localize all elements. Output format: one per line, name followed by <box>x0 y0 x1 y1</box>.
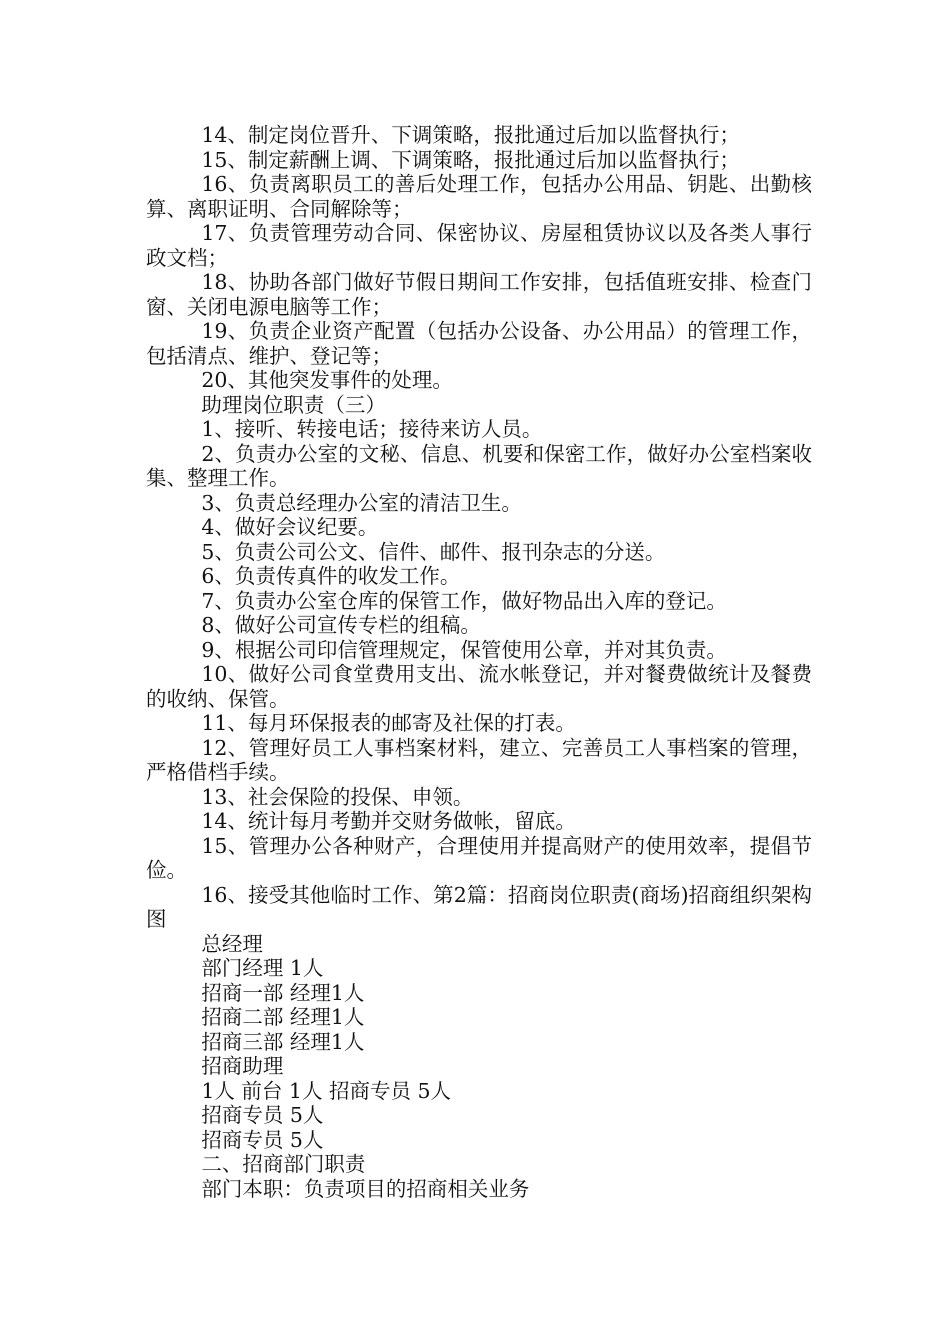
org-line-department-manager: 部门经理 1人 <box>201 956 324 980</box>
paragraph-3: 16、负责离职员工的善后处理工作，包括办公用品、钥匙、出勤核算、离职证明、合同解除等； <box>146 172 812 221</box>
document-body <box>146 123 812 1201</box>
paragraph-1: 14、制定岗位晋升、下调策略，报批通过后加以监督执行； <box>201 123 740 147</box>
paragraph-19: 11、每月环保报表的邮寄及社保的打表。 <box>201 711 576 735</box>
org-line-dept-3: 招商三部 经理1人 <box>201 1029 365 1054</box>
paragraph-15: 7、负责办公室仓库的保管工作，做好物品出入库的登记。 <box>201 588 727 613</box>
paragraph-6: 19、负责企业资产配置（包括办公设备、办公用品）的管理工作，包括清点、维护、登记等； <box>146 319 812 368</box>
paragraph-2: 15、制定薪酬上调、下调策略，报批通过后加以监督执行； <box>201 147 740 172</box>
paragraph-7: 20、其他突发事件的处理。 <box>201 368 453 392</box>
paragraph-20: 12、管理好员工人事档案材料，建立、完善员工人事档案的管理，严格借档手续。 <box>146 735 812 784</box>
section-heading-assistant-duties: 助理岗位职责（三） <box>201 392 386 417</box>
dept-role-line: 部门本职：负责项目的招商相关业务 <box>201 1176 530 1201</box>
paragraph-9: 1、接听、转接电话；接待来访人员。 <box>201 417 543 441</box>
paragraph-10: 2、负责办公室的文秘、信息、机要和保密工作，做好办公室档案收集、整理工作。 <box>146 441 812 490</box>
paragraph-22: 14、统计每月考勤并交财务做帐，留底。 <box>201 809 576 833</box>
org-line-dept-1: 招商一部 经理1人 <box>201 980 365 1005</box>
paragraph-11: 3、负责总经理办公室的清洁卫生。 <box>201 490 522 515</box>
org-line-staff-3: 招商专员 5人 <box>201 1127 324 1152</box>
paragraph-5: 18、协助各部门做好节假日期间工作安排，包括值班安排、检查门窗、关闭电源电脑等工作； <box>146 270 812 319</box>
paragraph-23: 15、管理办公各种财产，合理使用并提高财产的使用效率，提倡节俭。 <box>146 833 812 882</box>
org-line-general-manager: 总经理 <box>201 931 263 956</box>
org-line-dept-2: 招商二部 经理1人 <box>201 1005 365 1029</box>
paragraph-24: 16、接受其他临时工作、第2篇：招商岗位职责(商场)招商组织架构图 <box>146 882 812 931</box>
org-line-staff-2: 招商专员 5人 <box>201 1103 324 1127</box>
paragraph-16: 8、做好公司宣传专栏的组稿。 <box>201 613 481 637</box>
paragraph-12: 4、做好会议纪要。 <box>201 515 379 539</box>
paragraph-13: 5、负责公司公文、信件、邮件、报刊杂志的分送。 <box>201 539 666 564</box>
paragraph-14: 6、负责传真件的收发工作。 <box>201 564 461 588</box>
paragraph-18: 10、做好公司食堂费用支出、流水帐登记，并对餐费做统计及餐费的收纳、保管。 <box>146 662 812 711</box>
paragraph-4: 17、负责管理劳动合同、保密协议、房屋租赁协议以及各类人事行政文档； <box>146 221 812 270</box>
paragraph-17: 9、根据公司印信管理规定，保管使用公章，并对其负责。 <box>201 637 727 662</box>
org-line-assistant: 招商助理 <box>201 1054 284 1078</box>
org-line-staff-1: 1人 前台 1人 招商专员 5人 <box>201 1078 452 1103</box>
paragraph-21: 13、社会保险的投保、申领。 <box>201 784 474 809</box>
section-heading-dept-duties: 二、招商部门职责 <box>201 1152 366 1176</box>
